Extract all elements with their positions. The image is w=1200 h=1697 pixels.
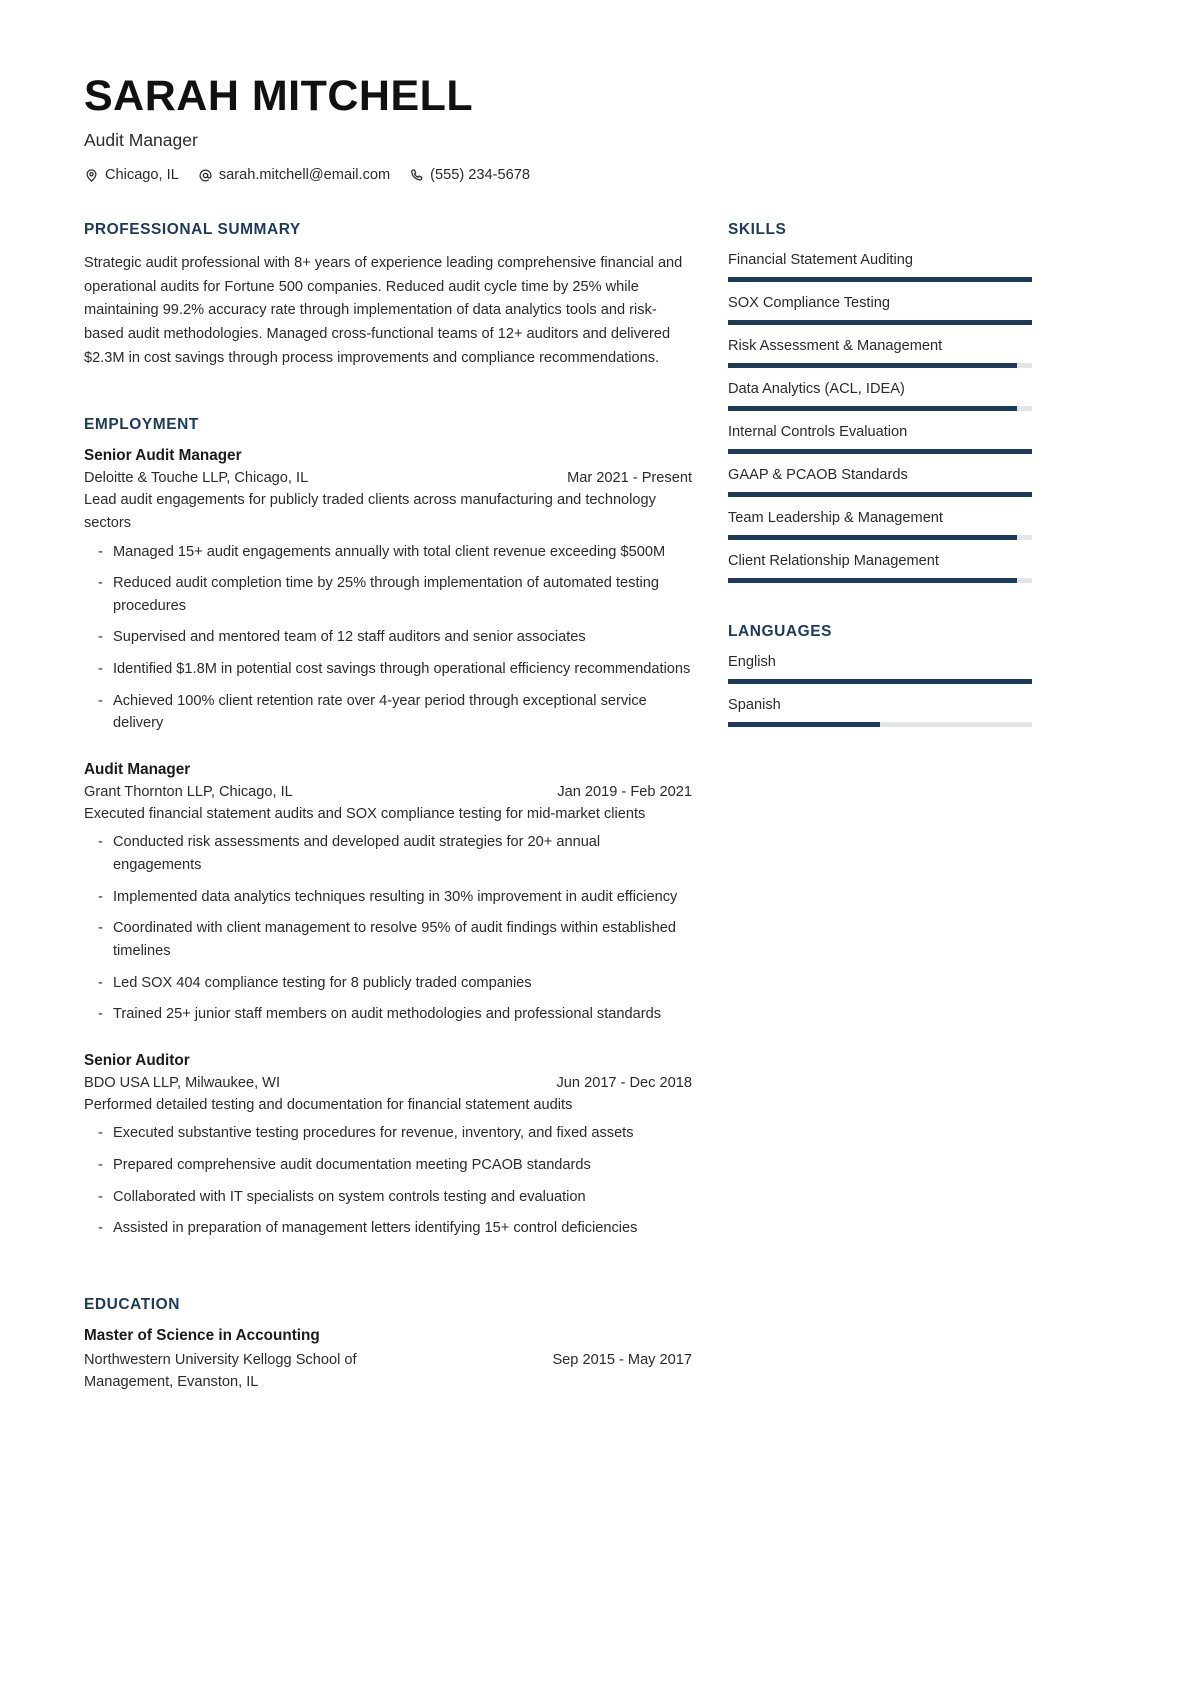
contact-phone[interactable] — [409, 167, 530, 183]
skill-label: Financial Statement Auditing — [728, 252, 913, 269]
job-bullet: - Achieved 100% client retention rate over 4-year period through exceptional service delivery — [84, 690, 692, 735]
skill-bar-fill — [728, 578, 1017, 583]
skill-bar-track — [728, 320, 1032, 325]
skill-item — [728, 295, 1032, 325]
contact-email-value: sarah.mitchell@email.com — [218, 167, 391, 184]
language-bar-fill — [728, 679, 1032, 684]
resume-body — [84, 221, 1032, 1393]
contact-row — [84, 167, 1032, 183]
section-professional-summary — [84, 221, 692, 370]
job-bullet: - Conducted risk assessments and developed audit strategies for 20+ annual engagements — [84, 831, 692, 876]
job-bullet: - Executed substantive testing procedures for revenue, inventory, and fixed assets — [84, 1122, 692, 1145]
skill-label: GAAP & PCAOB Standards — [728, 467, 908, 484]
job-bullet: - Managed 15+ audit engagements annually with total client revenue exceeding $500M — [84, 541, 692, 564]
skill-item — [728, 338, 1032, 368]
skill-bar-fill — [728, 492, 1032, 497]
employment-entry — [84, 447, 692, 734]
section-title-education: EDUCATION — [84, 1295, 180, 1313]
language-label: English — [728, 654, 776, 671]
contact-location-value: Chicago, IL — [105, 167, 179, 184]
job-bullet: - Reduced audit completion time by 25% through implementation of automated testing procedures — [84, 572, 692, 617]
language-bar-fill — [728, 722, 880, 727]
skill-bar-fill — [728, 277, 1032, 282]
skill-item — [728, 553, 1032, 583]
skill-item — [728, 252, 1032, 282]
job-description: Lead audit engagements for publicly traded clients across manufacturing and technology sectors — [84, 492, 656, 531]
summary-text: Strategic audit professional with 8+ years of experience leading comprehensive financial and operational audits for Fortune 500 companies. Reduced audit cycle time by 25% while maintaining 99.2% accuracy rate through implementation of data analytics tools and risk-based audit methodologies. Managed cross-functional teams of 12+ auditors and delivered $2.3M in cost savings through process improvements and compliance recommendations. — [84, 255, 683, 366]
job-bullet: - Led SOX 404 compliance testing for 8 publicly traded companies — [84, 972, 692, 995]
job-bullet: - Coordinated with client management to resolve 95% of audit findings within established timelines — [84, 917, 692, 962]
resume-header — [84, 72, 1032, 183]
language-item — [728, 654, 1032, 684]
skill-bar-track — [728, 578, 1032, 583]
skill-bar-fill — [728, 363, 1017, 368]
section-education — [84, 1296, 692, 1394]
education-degree: Master of Science in Accounting — [84, 1326, 320, 1344]
skill-label: SOX Compliance Testing — [728, 295, 890, 312]
job-dates: Jun 2017 - Dec 2018 — [556, 1074, 692, 1091]
job-description: Performed detailed testing and documentation for financial statement audits — [84, 1096, 573, 1113]
job-bullet: - Prepared comprehensive audit documentation meeting PCAOB standards — [84, 1154, 692, 1177]
education-meta — [84, 1350, 692, 1394]
education-school: Northwestern University Kellogg School of Management, Evanston, IL — [84, 1351, 357, 1390]
job-meta — [84, 470, 692, 486]
candidate-job-title: Audit Manager — [84, 130, 198, 151]
skill-bar-track — [728, 277, 1032, 282]
contact-email[interactable] — [198, 167, 390, 183]
skill-item — [728, 510, 1032, 540]
skill-label: Risk Assessment & Management — [728, 338, 943, 355]
employment-entry — [84, 761, 692, 1026]
job-company: Grant Thornton LLP, Chicago, IL — [84, 783, 293, 800]
skill-item — [728, 381, 1032, 411]
main-column — [84, 221, 692, 1393]
job-meta — [84, 784, 692, 800]
language-label: Spanish — [728, 697, 781, 714]
education-entry — [84, 1327, 692, 1394]
job-bullet: - Assisted in preparation of management letters identifying 15+ control deficiencies — [84, 1217, 692, 1240]
skill-label: Data Analytics (ACL, IDEA) — [728, 381, 905, 398]
at-sign-icon — [198, 168, 213, 183]
job-bullets — [84, 831, 692, 1025]
skill-bar-track — [728, 363, 1032, 368]
location-pin-icon — [84, 168, 99, 183]
phone-icon — [409, 168, 424, 183]
job-role: Audit Manager — [84, 760, 191, 778]
skill-bar-track — [728, 449, 1032, 454]
language-bar-track — [728, 679, 1032, 684]
section-title-employment: EMPLOYMENT — [84, 416, 199, 434]
skill-bar-track — [728, 492, 1032, 497]
job-role: Senior Audit Manager — [84, 447, 242, 465]
job-bullet: - Trained 25+ junior staff members on audit methodologies and professional standards — [84, 1003, 692, 1026]
job-description: Executed financial statement audits and SOX compliance testing for mid-market clients — [84, 805, 646, 822]
language-bar-track — [728, 722, 1032, 727]
skill-bar-fill — [728, 535, 1017, 540]
language-item — [728, 697, 1032, 727]
job-bullet: - Identified $1.8M in potential cost savings through operational efficiency recommendations — [84, 658, 692, 681]
job-bullet: - Collaborated with IT specialists on system controls testing and evaluation — [84, 1186, 692, 1209]
skill-bar-track — [728, 535, 1032, 540]
section-title-summary: PROFESSIONAL SUMMARY — [84, 221, 301, 239]
skill-label: Team Leadership & Management — [728, 510, 943, 527]
section-title-languages: LANGUAGES — [728, 623, 832, 641]
job-dates: Jan 2019 - Feb 2021 — [557, 783, 692, 800]
job-bullet: - Implemented data analytics techniques resulting in 30% improvement in audit efficiency — [84, 886, 692, 909]
contact-phone-value: (555) 234-5678 — [430, 167, 530, 184]
skill-bar-fill — [728, 320, 1032, 325]
job-bullets — [84, 1122, 692, 1239]
education-dates: Sep 2015 - May 2017 — [552, 1351, 692, 1368]
section-languages — [728, 623, 1032, 727]
job-bullets — [84, 541, 692, 735]
employment-entry — [84, 1052, 692, 1240]
sidebar-column — [728, 221, 1032, 1393]
section-title-skills: SKILLS — [728, 221, 787, 239]
skill-item — [728, 424, 1032, 454]
skill-item — [728, 467, 1032, 497]
job-meta — [84, 1075, 692, 1091]
job-bullet: - Supervised and mentored team of 12 staff auditors and senior associates — [84, 626, 692, 649]
job-company: BDO USA LLP, Milwaukee, WI — [84, 1074, 281, 1091]
skill-label: Client Relationship Management — [728, 553, 939, 570]
skill-bar-fill — [728, 406, 1017, 411]
job-role: Senior Auditor — [84, 1051, 190, 1069]
skill-bar-fill — [728, 449, 1032, 454]
skill-bar-track — [728, 406, 1032, 411]
skill-label: Internal Controls Evaluation — [728, 424, 908, 441]
job-company: Deloitte & Touche LLP, Chicago, IL — [84, 470, 309, 487]
contact-location — [84, 167, 179, 183]
job-dates: Mar 2021 - Present — [567, 470, 692, 487]
candidate-name: SARAH MITCHELL — [84, 72, 474, 120]
section-skills — [728, 221, 1032, 583]
section-employment — [84, 416, 692, 1239]
